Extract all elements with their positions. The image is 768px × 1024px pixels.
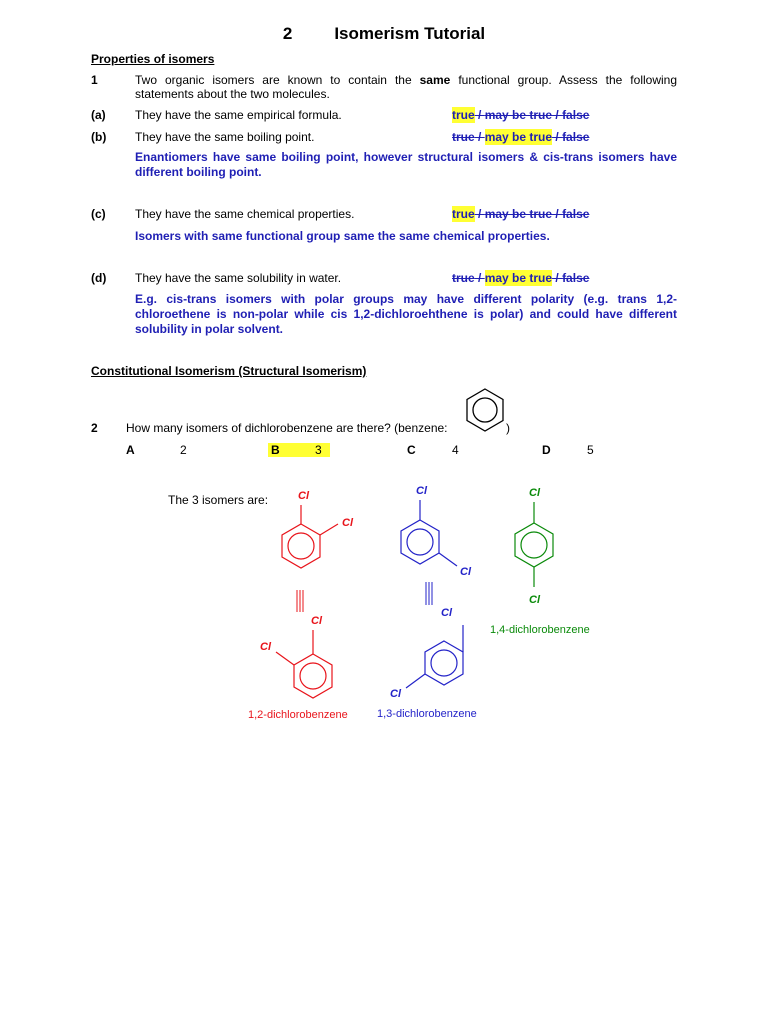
part-a-label: (a)	[91, 108, 106, 122]
part-c-label: (c)	[91, 207, 106, 221]
part-b-statement: They have the same boiling point.	[135, 130, 315, 144]
ortho-ring-top	[282, 505, 338, 568]
option-separator: /	[552, 271, 563, 285]
option-true: true	[452, 108, 475, 122]
part-b-answer: Enantiomers have same boiling point, however structural isomers & cis-trans isomers have different boiling point.	[135, 150, 677, 179]
question-1-number: 1	[91, 73, 98, 87]
option-may-be-true: may be true	[484, 271, 553, 285]
part-c-answer: Isomers with same functional group same the same chemical properties.	[135, 229, 550, 243]
substituent-label: Cl	[416, 485, 427, 497]
isomer-name-1-4: 1,4-dichlorobenzene	[490, 624, 590, 636]
substituent-label: Cl	[342, 517, 353, 529]
choice-d-letter: D	[542, 443, 551, 457]
page-title	[0, 24, 768, 44]
part-a-options	[452, 108, 589, 122]
substituent-label: Cl	[390, 688, 401, 700]
option-false: false	[562, 108, 590, 122]
option-true: true	[452, 207, 475, 221]
part-d-label: (d)	[91, 271, 107, 285]
substituent-label: Cl	[529, 594, 540, 606]
section-heading-constitutional: Constitutional Isomerism (Structural Isomerism)	[91, 364, 367, 378]
option-true: true	[452, 130, 475, 144]
part-c-statement: They have the same chemical properties.	[135, 207, 355, 221]
title-number: 2	[282, 24, 293, 43]
option-separator: /	[552, 207, 563, 221]
part-c-options	[452, 207, 589, 221]
substituent-label: Cl	[529, 487, 540, 499]
choice-a-letter: A	[126, 443, 135, 457]
substituent-label: Cl	[441, 607, 452, 619]
substituent-label: Cl	[298, 490, 309, 502]
part-d-answer: E.g. cis-trans isomers with polar groups may have different polarity (e.g. trans 1,2-chloroethene is non-polar while cis 1,2-dichloroehthene is polar) and could have different solubility in polar solvent.	[135, 292, 677, 336]
option-separator: /	[552, 130, 563, 144]
choice-c-value: 4	[452, 443, 459, 457]
choice-a-value: 2	[180, 443, 187, 457]
stem-text: Two organic isomers are known to contain the	[135, 73, 412, 87]
part-b-options	[452, 130, 589, 144]
ortho-ring-bottom	[276, 630, 332, 698]
isomer-name-1-3: 1,3-dichlorobenzene	[377, 708, 477, 720]
stem-text-end: functional group. Assess the following statements about the two molecules.	[135, 73, 678, 101]
dichlorobenzene-structures	[240, 480, 620, 720]
stem-bold-word: same	[419, 73, 451, 87]
question-2-stem: How many isomers of dichlorobenzene are there? (benzene:	[126, 421, 448, 435]
equivalence-lines	[426, 582, 432, 605]
option-true: true	[452, 271, 475, 285]
option-false: false	[562, 130, 590, 144]
section-heading-properties: Properties of isomers	[91, 52, 215, 66]
option-separator: /	[474, 130, 485, 144]
substituent-label: Cl	[260, 641, 271, 653]
isomer-name-1-2: 1,2-dichlorobenzene	[248, 709, 348, 721]
option-may-be-true: may be true	[484, 130, 553, 144]
question-2-stem-close: )	[506, 421, 510, 435]
part-d-statement: They have the same solubility in water.	[135, 271, 342, 285]
substituent-label: Cl	[460, 566, 471, 578]
substituent-label: Cl	[311, 615, 322, 627]
choice-b-value: 3	[315, 443, 322, 457]
choice-d-value: 5	[587, 443, 594, 457]
question-1-stem	[135, 73, 677, 101]
title-text: Isomerism Tutorial	[334, 24, 486, 43]
option-separator: /	[474, 108, 485, 122]
para-ring	[515, 502, 553, 587]
option-separator: /	[474, 207, 485, 221]
part-b-label: (b)	[91, 130, 107, 144]
choice-c-letter: C	[407, 443, 416, 457]
part-a-statement: They have the same empirical formula.	[135, 108, 342, 122]
option-may-be-true: may be true	[484, 108, 553, 122]
equivalence-lines	[297, 590, 303, 612]
isomers-intro: The 3 isomers are:	[168, 493, 269, 507]
meta-ring-bottom	[406, 625, 463, 688]
choice-b-letter: B	[271, 443, 280, 457]
meta-ring-top	[401, 500, 457, 566]
option-false: false	[562, 271, 590, 285]
option-false: false	[562, 207, 590, 221]
benzene-ring-icon	[462, 386, 508, 434]
option-may-be-true: may be true	[484, 207, 553, 221]
option-separator: /	[474, 271, 485, 285]
question-2-number: 2	[91, 421, 98, 435]
part-d-options	[452, 271, 589, 285]
option-separator: /	[552, 108, 563, 122]
